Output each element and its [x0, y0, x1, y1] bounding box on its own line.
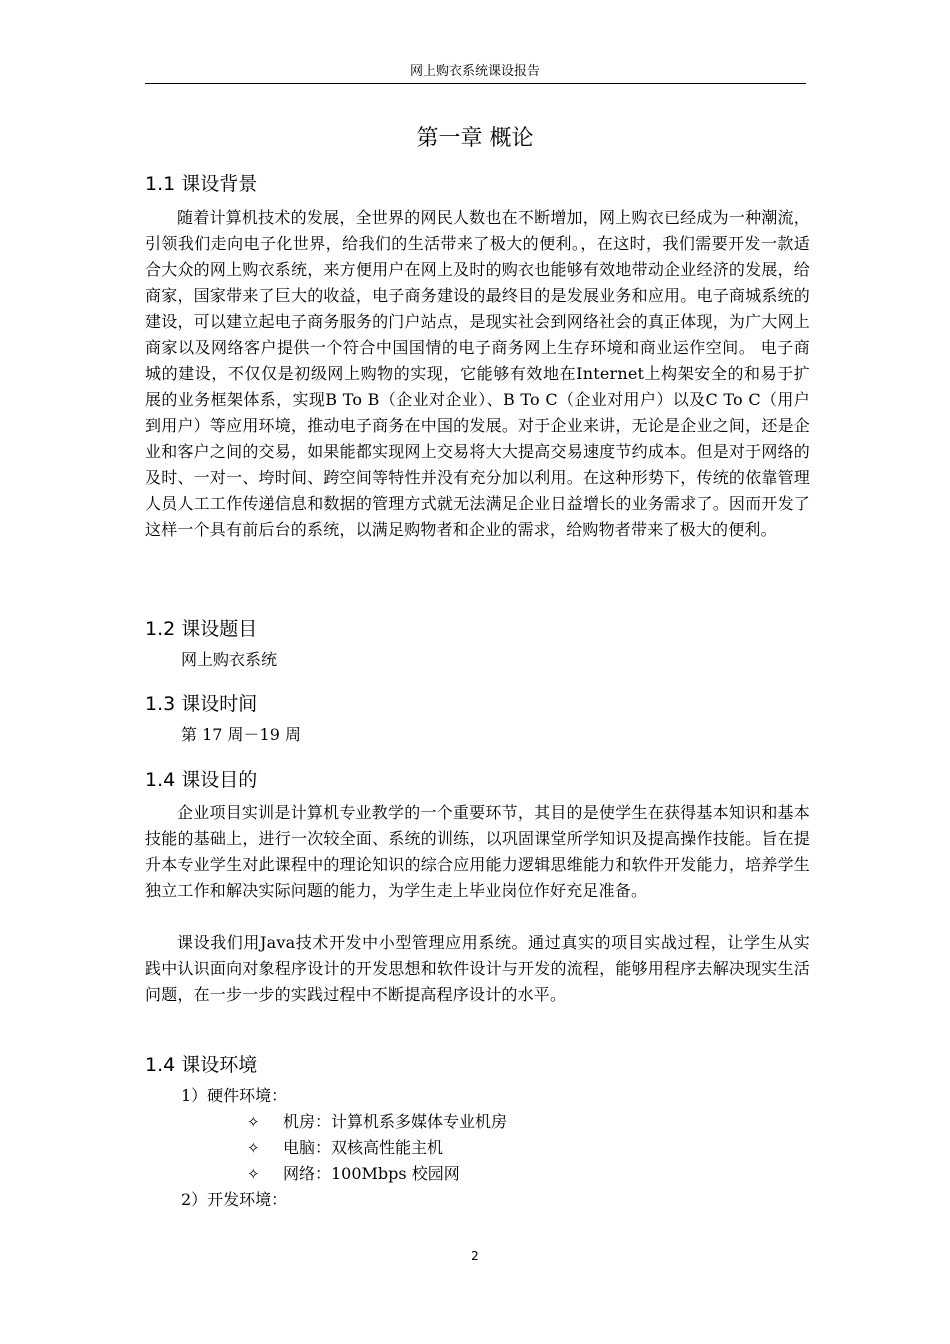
chapter-title: 第一章 概论: [416, 126, 534, 151]
section-heading-background: 1.1 课设背景: [145, 173, 258, 195]
section-heading-time: 1.3 课设时间: [145, 693, 258, 715]
star-bullet-icon: ✧: [247, 1113, 260, 1131]
star-bullet-icon: ✧: [247, 1139, 260, 1157]
list-item: [247, 1135, 443, 1161]
star-bullet-icon: ✧: [247, 1165, 260, 1183]
hardware-label: 1）硬件环境：: [181, 1086, 288, 1105]
section-heading-topic: 1.2 课设题目: [145, 618, 258, 640]
section-heading-purpose: 1.4 课设目的: [145, 769, 258, 791]
header-divider: [145, 83, 806, 84]
paragraph-purpose-1: 企业项目实训是计算机专业教学的一个重要环节，其目的是使学生在获得基本知识和基本技能的基础上，进行一次较全面、系统的训练，以巩固课堂所学知识及提高操作技能。旨在提升本专业学生对此课程中的理论知识的综合应用能力逻辑思维能力和软件开发能力，培养学生独立工作和解决实际问题的能力，为学生走上毕业岗位作好充足准备。: [145, 803, 810, 900]
section-heading-environment: 1.4 课设环境: [145, 1054, 258, 1076]
software-label: 2）开发环境：: [181, 1190, 288, 1209]
list-item-text: 电脑：双核高性能主机: [283, 1138, 444, 1157]
paragraph-purpose-2: 课设我们用Java技术开发中小型管理应用系统。通过真实的项目实战过程，让学生从实践中认识面向对象程序设计的开发思想和软件设计与开发的流程，能够用程序去解决现实生活问题，在一步一步的实践过程中不断提高程序设计的水平。: [145, 933, 810, 1004]
paragraph-background: 随着计算机技术的发展，全世界的网民人数也在不断增加，网上购衣已经成为一种潮流，引领我们走向电子化世界，给我们的生活带来了极大的便利。，在这时，我们需要开发一款适合大众的网上购衣系统，来方便用户在网上及时的购衣也能够有效地带动企业经济的发展，给商家，国家带来了巨大的收益，电子商务建设的最终目的是发展业务和应用。电子商城系统的建设，可以建立起电子商务服务的门户站点，是现实社会到网络社会的真正体现，为广大网上商家以及网络客户提供一个符合中国国情的电子商务网上生存环境和商业运作空间。 电子商城的建设，不仅仅是初级网上购物的实现，它能够有效地在Internet上构架安全的和易于扩展的业务框架体系，实现B To B（企业对企业）、B To C（企业对用户）以及C To C（用户到用户）等应用环境，推动电子商务在中国的发展。对于企业来讲，无论是企业之间，还是企业和客户之间的交易，如果能都实现网上交易将大大提高交易速度节约成本。但是对于网络的及时、一对一、垮时间、跨空间等特性并没有充分加以利用。在这种形势下，传统的依靠管理人员人工工作传递信息和数据的管理方式就无法满足企业日益增长的业务需求了。因而开发了这样一个具有前后台的系统，以满足购物者和企业的需求，给购物者带来了极大的便利。: [145, 208, 810, 539]
topic-text: 网上购衣系统: [181, 650, 278, 669]
list-item-text: 网络：100Mbps 校园网: [283, 1164, 460, 1183]
list-item-text: 机房：计算机系多媒体专业机房: [283, 1112, 508, 1131]
header-title: 网上购衣系统课设报告: [409, 64, 540, 79]
list-item: [247, 1109, 507, 1135]
time-text: 第 17 周－19 周: [181, 725, 301, 744]
list-item: [247, 1161, 460, 1187]
page-number: 2: [471, 1249, 479, 1263]
